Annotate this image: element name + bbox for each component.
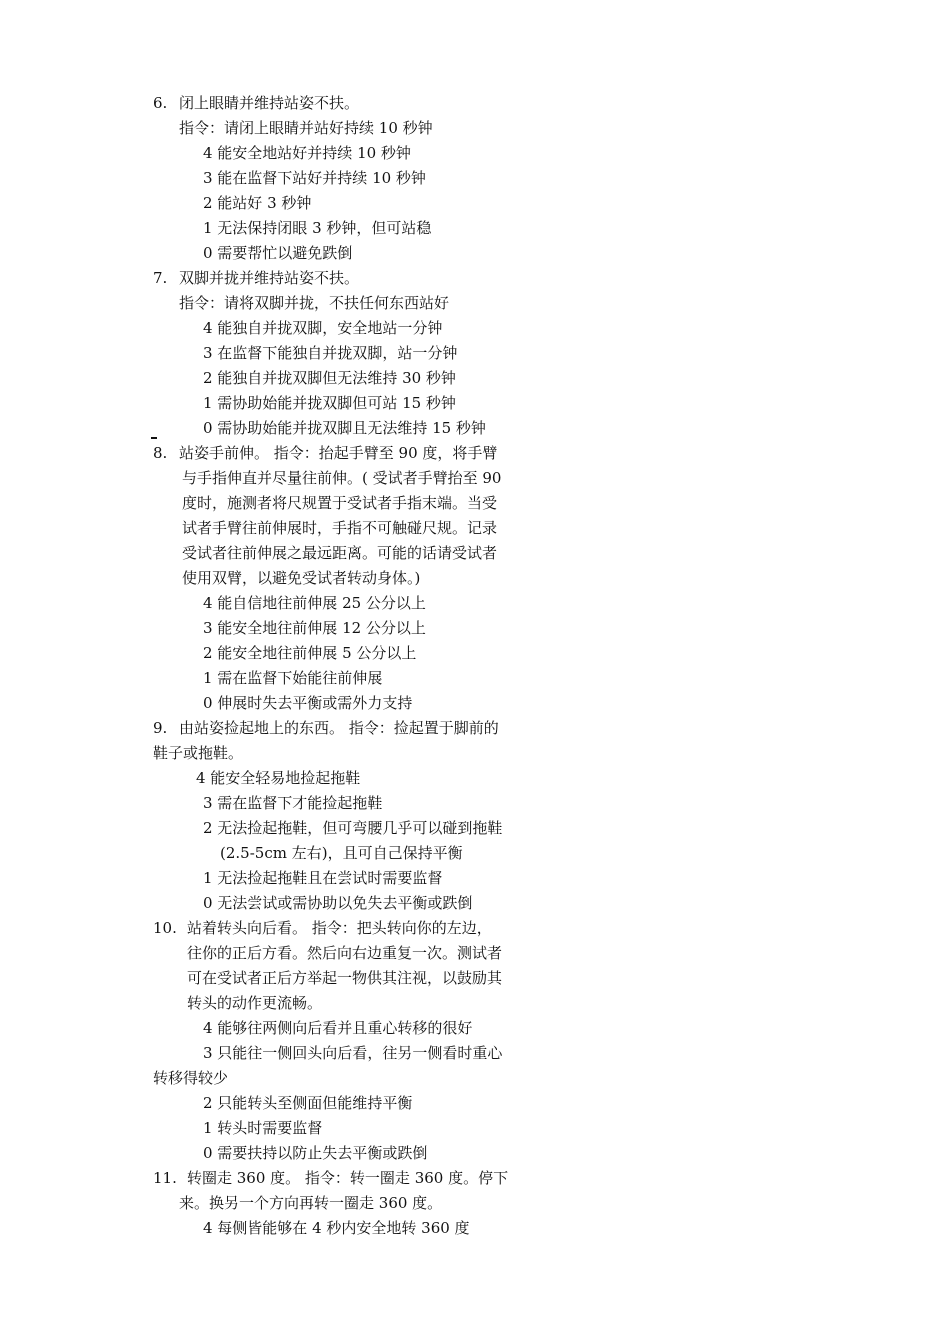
item-9-score: 4 能安全轻易地捡起拖鞋 [196,769,361,787]
item-6-score: 0 需要帮忙以避免跌倒 [203,244,353,262]
item-8-score: 3 能安全地往前伸展 12 公分以上 [203,619,426,637]
item-10-text-line: 转头的动作更流畅。 [187,994,323,1012]
item-6-instruction: 指令：请闭上眼睛并站好持续 10 秒钟 [179,119,433,137]
item-7-score: 4 能独自并拢双脚，安全地站一分钟 [203,319,443,337]
item-10-score: 转移得较少 [153,1069,229,1087]
item-7-score: 1 需协助始能并拢双脚但可站 15 秒钟 [203,394,456,412]
item-10-number: 10. [153,919,177,937]
item-7-score: 3 在监督下能独自并拢双脚，站一分钟 [203,344,458,362]
item-6-score: 2 能站好 3 秒钟 [203,194,312,212]
item-10-text-line: 站着转头向后看。 指令：把头转向你的左边， [187,919,492,937]
item-8-text-line: 与手指伸直并尽量往前伸。( 受试者手臂抬至 90 [182,469,502,487]
item-8-text-line: 受试者往前伸展之最远距离。可能的话请受试者 [182,544,498,562]
item-8-text-line: 度时，施测者将尺规置于受试者手指末端。当受 [182,494,498,512]
item-10-score: 2 只能转头至侧面但能维持平衡 [203,1094,413,1112]
item-9-text-line: 由站姿捡起地上的东西。 指令：捡起置于脚前的 [179,719,499,737]
item-9-score: 0 无法尝试或需协助以免失去平衡或跌倒 [203,894,473,912]
item-8-text-line: 试者手臂往前伸展时，手指不可触碰尺规。记录 [182,519,498,537]
item-11-number: 11. [153,1169,177,1187]
item-11-text-line: 转圈走 360 度。 指令：转一圈走 360 度。停下 [187,1169,509,1187]
item-9-text-line: 鞋子或拖鞋。 [153,744,244,762]
item-8-score: 2 能安全地往前伸展 5 公分以上 [203,644,417,662]
item-11-score: 4 每侧皆能够在 4 秒内安全地转 360 度 [203,1219,470,1237]
item-6-number: 6. [153,94,168,112]
item-8-number: 8. [153,444,168,462]
item-7-score: 2 能独自并拢双脚但无法维持 30 秒钟 [203,369,456,387]
item-9-score: (2.5-5cm 左右)，且可自己保持平衡 [220,844,463,862]
item-7-score: 0 需协助始能并拢双脚且无法维持 15 秒钟 [203,419,486,437]
item-6-score: 4 能安全地站好并持续 10 秒钟 [203,144,411,162]
item-9-number: 9. [153,719,168,737]
item-9-score: 3 需在监督下才能捡起拖鞋 [203,794,383,812]
item-10-score: 1 转头时需要监督 [203,1119,323,1137]
item-8-score: 0 伸展时失去平衡或需外力支持 [203,694,413,712]
item-10-score: 3 只能往一侧回头向后看，往另一侧看时重心 [203,1044,503,1062]
item-9-score: 2 无法捡起拖鞋，但可弯腰几乎可以碰到拖鞋 [203,819,503,837]
item-10-text-line: 可在受试者正后方举起一物供其注视，以鼓励其 [187,969,503,987]
item-8-score: 1 需在监督下始能往前伸展 [203,669,383,687]
item-6-score: 3 能在监督下站好并持续 10 秒钟 [203,169,426,187]
item-7-number: 7. [153,269,168,287]
item-8-text-line: 站姿手前伸。 指令：抬起手臂至 90 度，将手臂 [179,444,498,462]
item-6-title: 闭上眼睛并维持站姿不扶。 [179,94,360,112]
item-10-text-line: 往你的正后方看。然后向右边重复一次。测试者 [187,944,503,962]
item-7-instruction: 指令：请将双脚并拢，不扶任何东西站好 [179,294,450,312]
item-7-title: 双脚并拢并维持站姿不扶。 [179,269,360,287]
item-10-score: 4 能够往两侧向后看并且重心转移的很好 [203,1019,473,1037]
item-8-score: 4 能自信地往前伸展 25 公分以上 [203,594,426,612]
edit-mark [151,437,157,439]
item-8-text-line: 使用双臂，以避免受试者转动身体。) [182,569,421,587]
item-10-score: 0 需要扶持以防止失去平衡或跌倒 [203,1144,428,1162]
item-11-text-line: 来。换另一个方向再转一圈走 360 度。 [179,1194,443,1212]
item-6-score: 1 无法保持闭眼 3 秒钟，但可站稳 [203,219,432,237]
item-9-score: 1 无法捡起拖鞋且在尝试时需要监督 [203,869,443,887]
